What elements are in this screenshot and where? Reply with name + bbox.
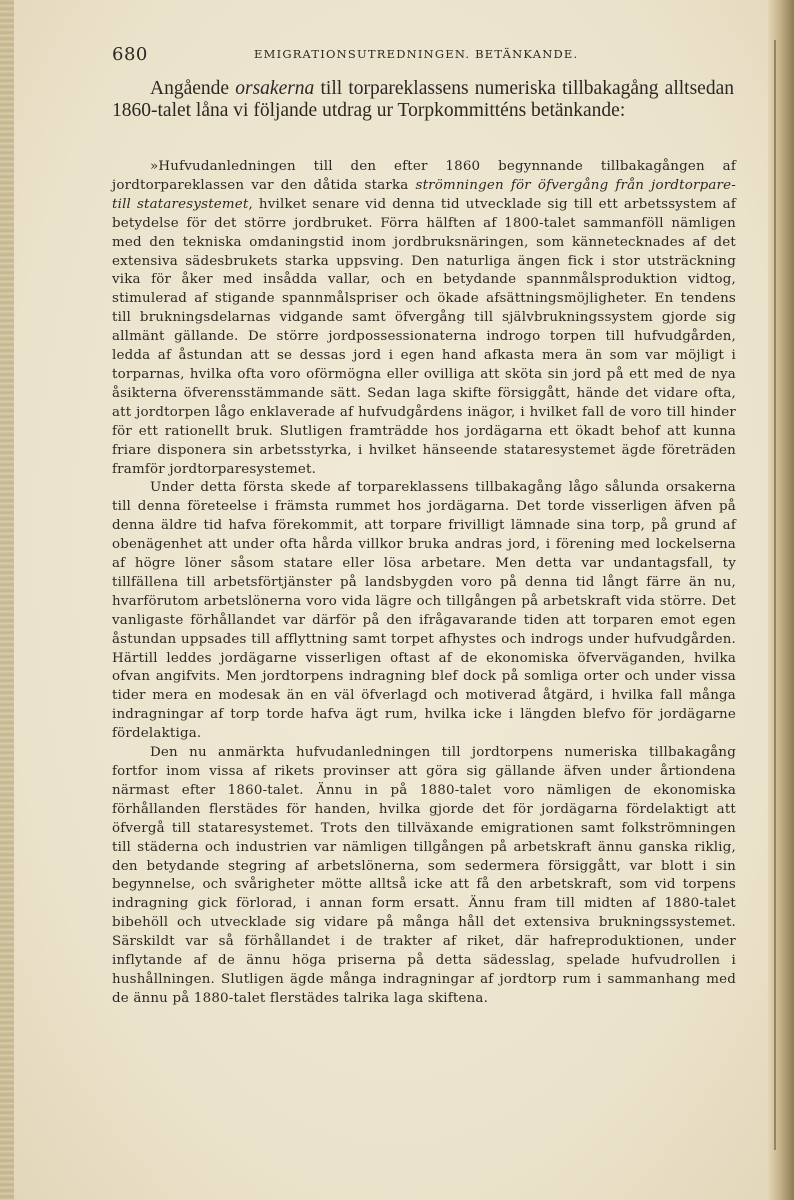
running-title: EMIGRATIONSUTREDNINGEN. BETÄNKANDE. — [254, 47, 579, 61]
paragraph-1-part-2: , hvilket senare vid denna tid utvecklade sig till ett arbetssystem af betydelse för det större jordbruket. Förra hälften af 1800-talet sammanföll nämligen med den tekniska omdaningstid inom jordbruksnäringen, som kännetecknades af det extensiva sädesbrukets starka uppsving. Den naturliga ängen fick i stor utsträckning vika för åker med insådda vallar, och en betydande spannmålsproduktion vidtog, stimulerad af stigande spannmålspriser och ökade afsättningsmöjligheter. En tendens till brukningsdelarnas vidgande samt öfvergång till självbrukningssystem gjorde sig allmänt gällande. De större jordpossessionaterna indrogo torpen till hufvudgården, ledda af åstundan att se dessas jord i egen hand afkasta mera än som var möjligt i torparnas, hvilka ofta voro oförmögna eller ovilliga att sköta sin jord på ett med de nya åsikterna öfverensstämmande sätt. Sedan laga skifte försiggått, hände det vidare ofta, att jordtorpen lågo enklaverade af hufvudgårdens inägor, i hvilket fall de voro till hinder för ett rationellt bruk. Slutligen framträdde hos jordägarna ett ökadt behof att kunna friare disponera sin arbetsstyrka, i hvilket hänseende stataresystemet ägde företräden framför jordtorparesystemet. — [112, 196, 737, 477]
intro-emphasis: orsakerna — [235, 78, 315, 99]
paragraph-1-emphasis: strömningen för öfvergång från jordtorpare- till stataresystemet — [112, 177, 737, 212]
intro-paragraph — [112, 78, 734, 122]
binding-rule — [774, 40, 776, 1150]
paragraph-2: Under detta första skede af torpareklassens tillbakagång lågo sålunda orsakerna till denna företeelse i främsta rummet hos jordägarna. Det torde visserligen äfven på denna äldre tid hafva förekommit, att torpare frivilligt lämnade sina torp, på grund af obenägenhet att under ofta hårda villkor bruka andras jord, i förening med lockelserna af högre löner såsom statare eller lösa arbetare. Men detta var undantagsfall, ty tillfällena till arbetsförtjänster på landsbygden voro på denna tid långt färre än nu, hvarförutom arbetslönerna voro vida lägre och tillgången på arbetskraft vida större. Det vanligaste förhållandet var därför på den ifrågavarande tiden att torparen emot egen åstundan uppsades till afflyttning samt torpet afhystes och indrogs under hufvudgården. Härtill leddes jordägarne visserligen oftast af de ekonomiska öfverväganden, hvilka ofvan angifvits. Men jordtorpens indragning blef dock på somliga orter och under vissa tider mera en modesak än en väl öfverlagd och motiverad åtgärd, i hvilka fall många indragningar af torp torde hafva ägt rum, hvilka icke i längden blefvo för jordägarne fördelaktiga. — [112, 480, 736, 742]
page-right-edge — [768, 0, 794, 1200]
paragraph-1 — [112, 158, 736, 479]
intro-text-after: till torpareklassens numeriska tillbakagång alltsedan 1860-talet låna vi följande utdrag ur Torpkommitténs betänkande: — [112, 78, 734, 121]
quoted-report-text — [112, 158, 736, 1009]
paragraph-1-part-1: »Hufvudanledningen till den efter 1860 begynnande tillbakagången af jordtorpareklassen var den dåtida starka — [112, 159, 736, 193]
intro-text-before: Angående — [150, 78, 236, 99]
page-left-edge — [0, 0, 14, 1200]
paragraph-3: Den nu anmärkta hufvudanledningen till jordtorpens numeriska tillbakagång fortfor inom vissa af rikets provinser att göra sig gällande äfven under årtiondena närmast efter 1860-talet. Ännu in på 1880-talet voro nämligen de ekonomiska förhållanden flerstädes för handen, hvilka gjorde det för jordägarna fördelaktigt att öfvergå till stataresystemet. Trots den tillväxande emigrationen samt folkströmningen till städerna och industrien var nämligen tillgången på arbetskraft ännu ganska riklig, den betydande stegring af arbetslönerna, som sedermera försiggått, var blott i sin begynnelse, och svårigheter mötte alltså icke att få den arbetskraft, som vid torpens indragning gick förlorad, i annan form ersatt. Ännu fram till midten af 1880-talet bibehöll och utvecklade sig vidare på många håll det extensiva brukningssystemet. Särskildt var så förhållandet i de trakter af riket, där hafreproduktionen, under inflytande af de ännu höga priserna på detta sädesslag, spelade hufvudrollen i hushållningen. Slutligen ägde många indragningar af jordtorp rum i sammanhang med de ännu på 1880-talet flerstädes talrika laga skiftena. — [112, 745, 736, 1006]
page-number: 680 — [112, 44, 148, 65]
page-header — [112, 44, 732, 68]
